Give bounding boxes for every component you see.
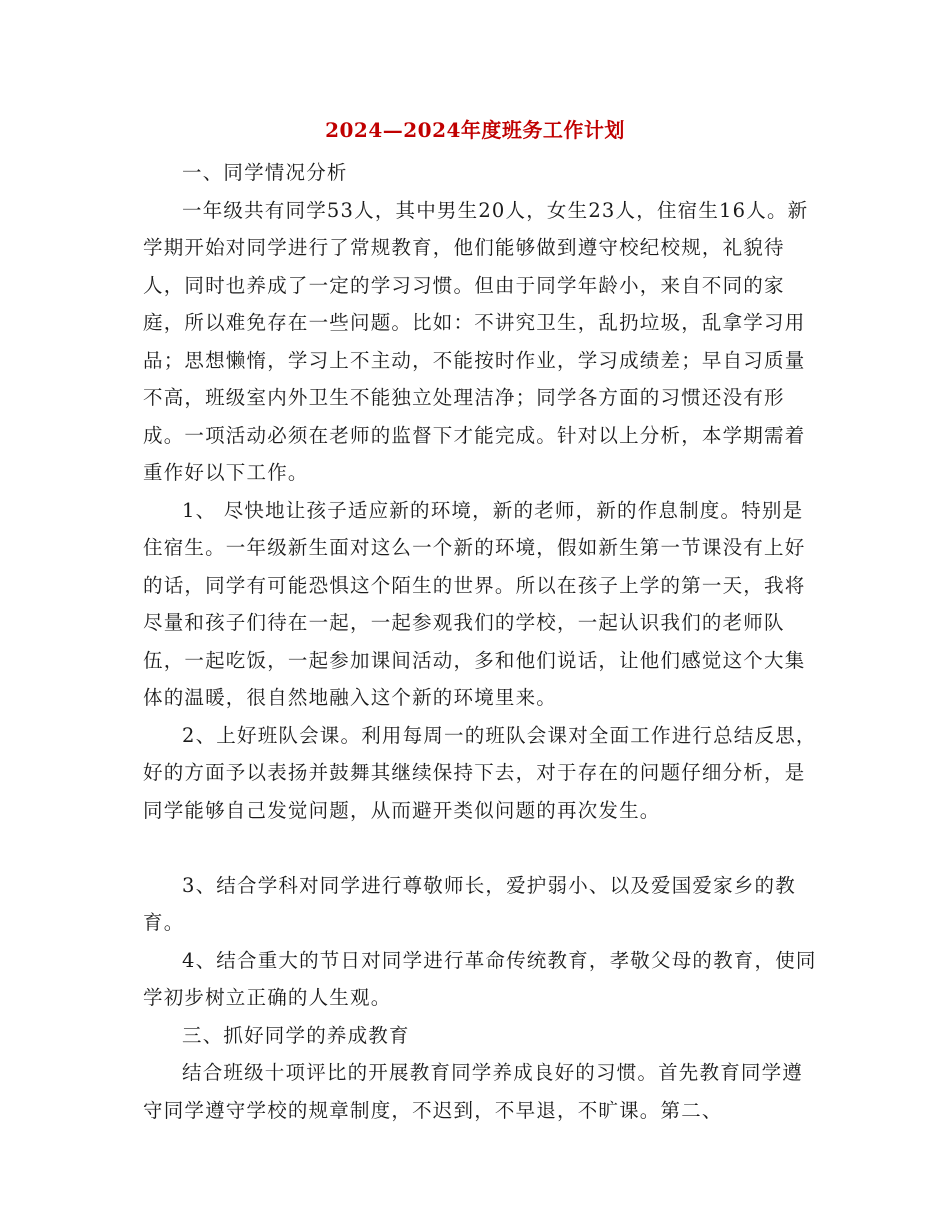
paragraph-item-2: 2、上好班队会课。利用每周一的班队会课对全面工作进行总结反思，好的方面予以表扬并鼓舞其继续保持下去，对于存在的问题仔细分析，是同学能够自己发觉问题，从而避开类似问题的再次发生。 [143,723,817,822]
section-heading-student-analysis: 一、同学情况分析 [182,161,348,184]
section-heading-habit-education: 三、抓好同学的养成教育 [182,1023,410,1047]
document-title: 2024—2024年度班务工作计划 [325,118,625,142]
paragraph-item-3: 3、结合学科对同学进行尊敬师长，爱护弱小、以及爱国爱家乡的教育。 [143,873,796,934]
document-body [143,154,818,1129]
paragraph-habit-education: 结合班级十项评比的开展教育同学养成良好的习惯。首先教育同学遵守同学遵守学校的规章制度，不迟到，不早退，不旷课。第二、 [143,1061,804,1122]
paragraph-item-4: 4、结合重大的节日对同学进行革命传统教育，孝敬父母的教育，使同学初步树立正确的人生观。 [143,948,817,1009]
blank-line [143,829,818,867]
paragraph-item-1: 1、 尽快地让孩子适应新的环境，新的老师，新的作息制度。特别是住宿生。一年级新生面对这么一个新的环境，假如新生第一节课没有上好的话，同学有可能恐惧这个陌生的世界。所以在孩子上学的第一天，我将尽量和孩子们待在一起，一起参观我们的学校，一起认识我们的老师队伍，一起吃饭，一起参加课间活动，多和他们说话，让他们感觉这个大集体的温暖，很自然地融入这个新的环境里来。 [143,498,806,709]
paragraph-student-overview: 一年级共有同学53人，其中男生20人，女生23人，住宿生16人。新学期开始对同学进行了常规教育，他们能够做到遵守校纪校规，礼貌待人，同时也养成了一定的学习习惯。但由于同学年龄小，来自不同的家庭，所以难免存在一些问题。比如：不讲究卫生，乱扔垃圾，乱拿学习用品；思想懒惰，学习上不主动，不能按时作业，学习成绩差；早自习质量不高，班级室内外卫生不能独立处理洁净；同学各方面的习惯还没有形成。一项活动必须在老师的监督下才能完成。针对以上分析，本学期需着重作好以下工作。 [143,198,809,484]
